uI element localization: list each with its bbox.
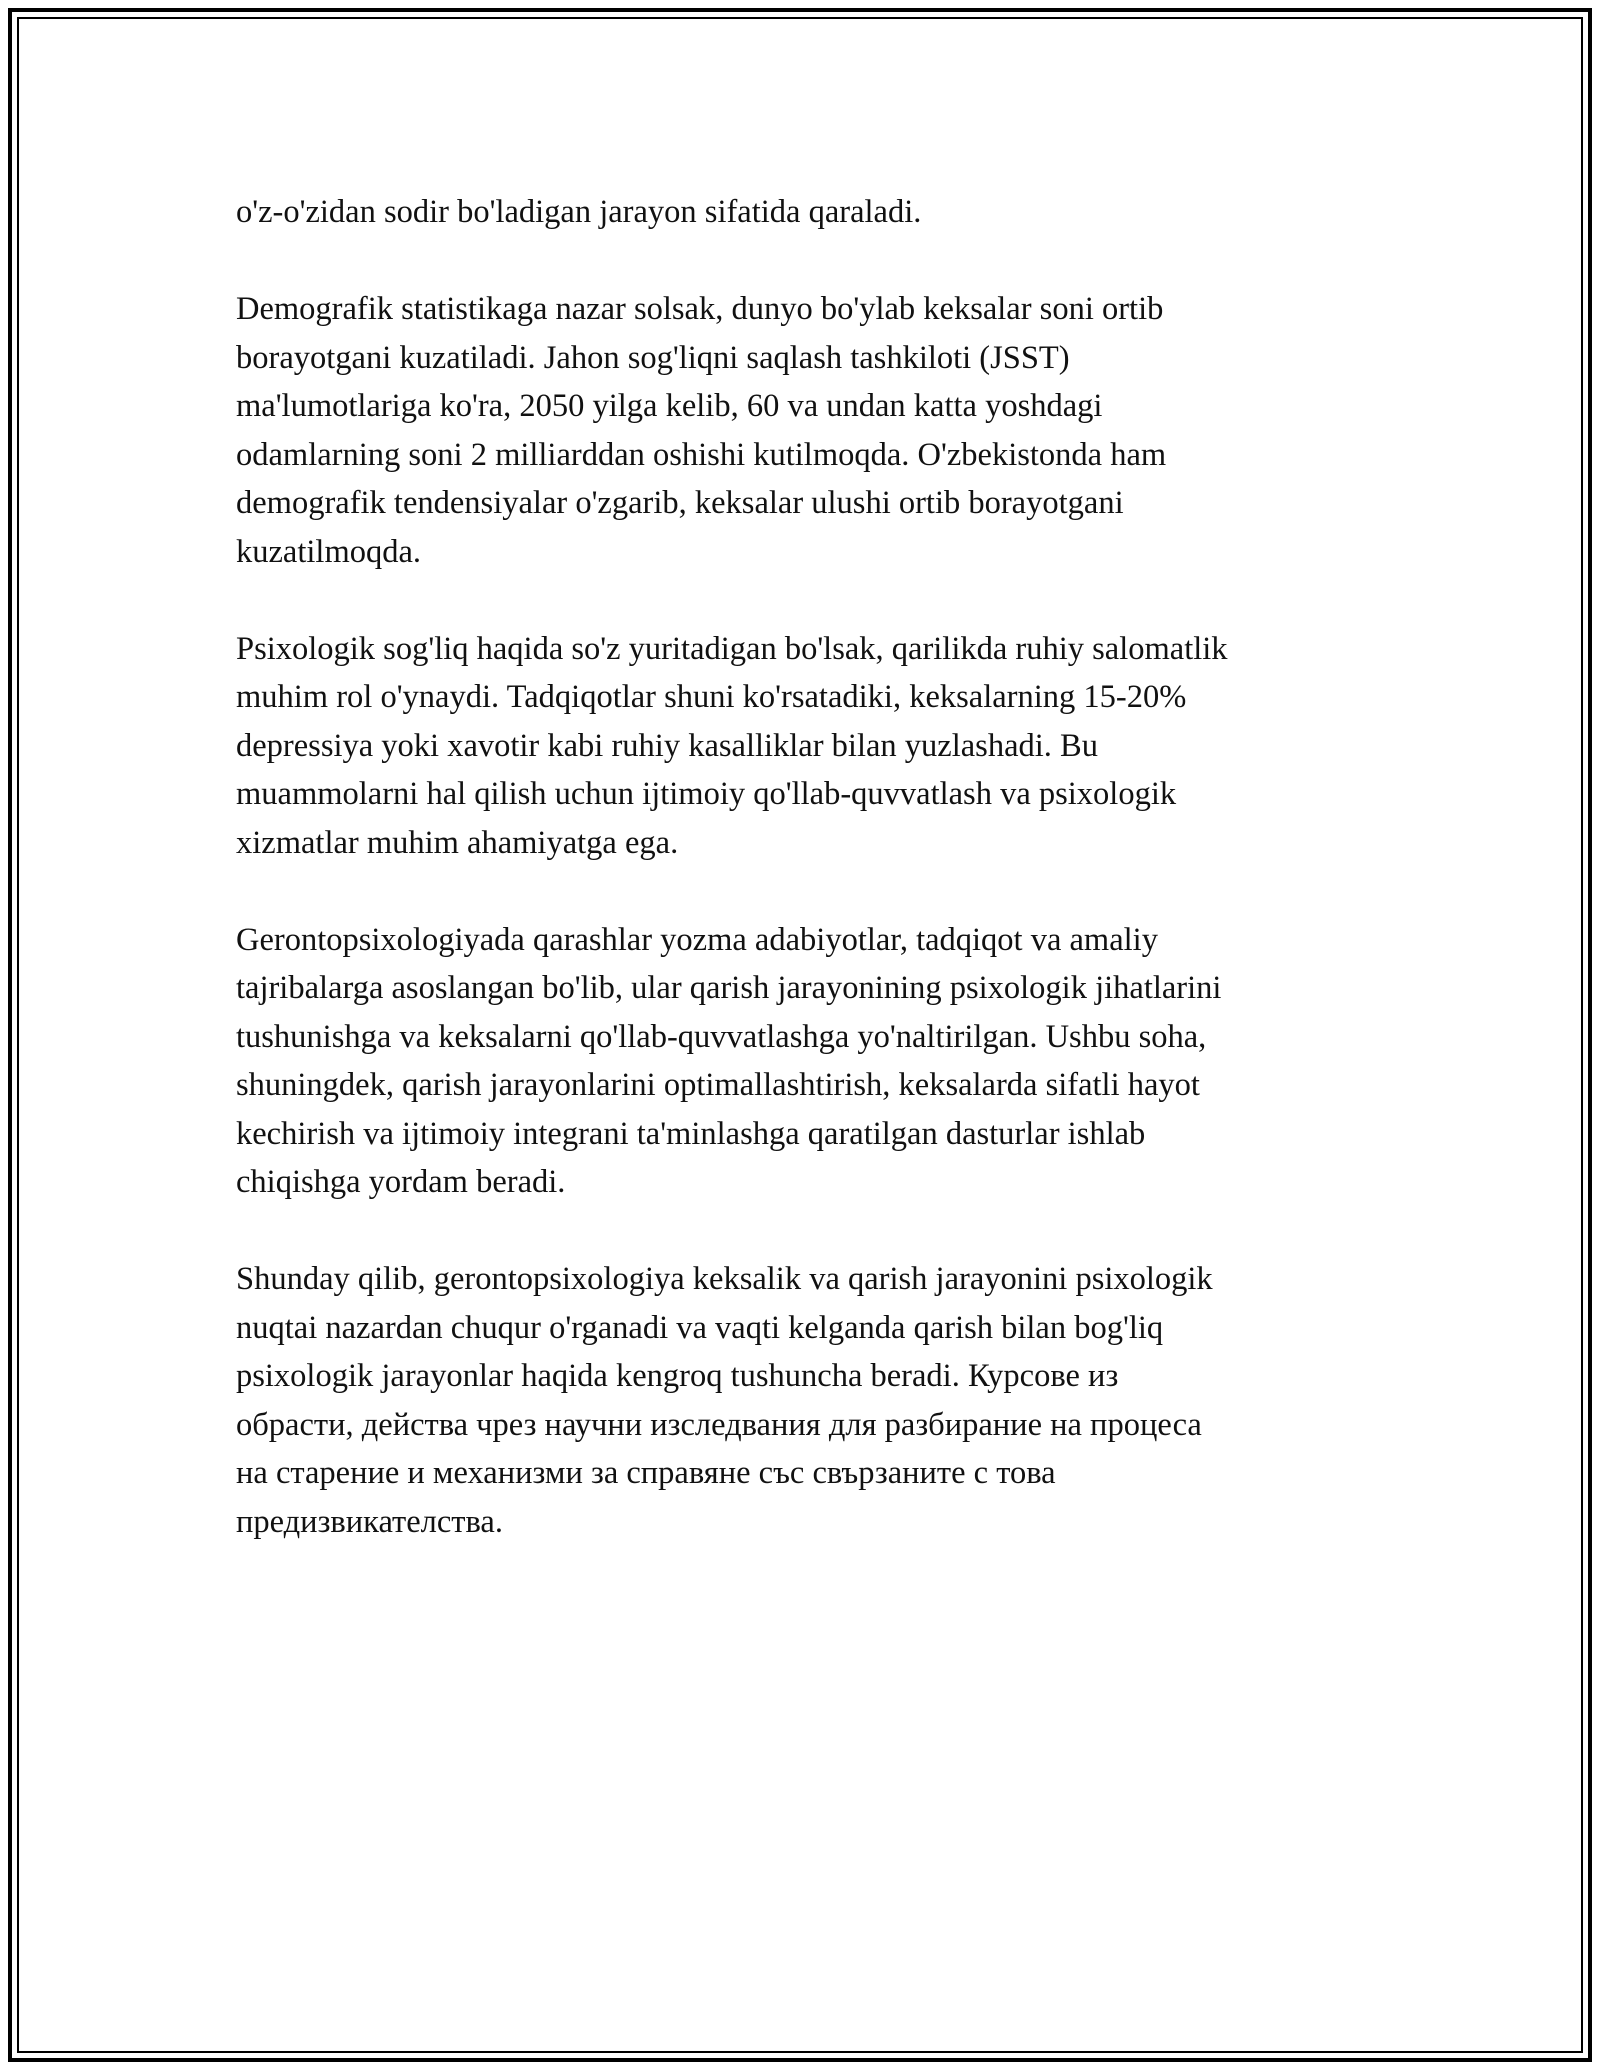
text-line: Psixologik sog'liq haqida so'z yuritadigan bo'lsak, qarilikda ruhiy salomatlik [236, 630, 1228, 667]
text-line: xizmatlar muhim ahamiyatga ega. [236, 824, 679, 861]
text-line: Demografik statistikaga nazar solsak, dunyo bo'ylab keksalar soni ortib [236, 291, 1164, 327]
text-line: odamlarning soni 2 milliarddan oshishi kutilmoqda. O'zbekistonda ham [236, 436, 1167, 473]
paragraph-4 [236, 916, 1376, 1207]
text-line: depressiya yoki xavotir kabi ruhiy kasalliklar bilan yuzlashadi. Bu [236, 727, 1098, 764]
text-line: o'z-o'zidan sodir bo'ladigan jarayon sifatida qaraladi. [236, 194, 922, 230]
document-body [236, 188, 1376, 1595]
text-line: nuqtai nazardan chuqur o'rganadi va vaqti kelganda qarish bilan bog'liq [236, 1309, 1164, 1346]
text-line: предизвикателства. [236, 1503, 503, 1540]
text-line: tajribalarga asoslangan bo'lib, ular qarish jarayonining psixologik jihatlarini [236, 970, 1222, 1006]
paragraph-2 [236, 285, 1376, 576]
text-line: Gerontopsixologiyada qarashlar yozma adabiyotlar, tadqiqot va amaliy [236, 921, 1158, 958]
paragraph-1 [236, 188, 1376, 237]
text-line: на старение и механизми за справяне със свързаните с това [236, 1455, 1056, 1491]
text-line: demografik tendensiyalar o'zgarib, keksalar ulushi ortib borayotgani [236, 485, 1124, 521]
paragraph-3 [236, 625, 1376, 868]
text-line: shuningdek, qarish jarayonlarini optimallashtirish, keksalarda sifatli hayot [236, 1067, 1200, 1103]
text-line: borayotgani kuzatiladi. Jahon sog'liqni saqlash tashkiloti (JSST) [236, 339, 1070, 376]
text-line: tushunishga va keksalarni qo'llab-quvvatlashga yo'naltirilgan. Ushbu soha, [236, 1018, 1207, 1055]
text-line: muammolarni hal qilish uchun ijtimoiy qo'llab-quvvatlash va psixologik [236, 776, 1177, 812]
text-line: psixologik jarayonlar haqida kengroq tushuncha beradi. Курсове из [236, 1358, 1119, 1394]
text-line: Shunday qilib, gerontopsixologiya keksalik va qarish jarayonini psixologik [236, 1261, 1213, 1297]
text-line: kechirish va ijtimoiy integrani ta'minlashga qaratilgan dasturlar ishlab [236, 1115, 1146, 1152]
text-line: kuzatilmoqda. [236, 533, 422, 570]
text-line: обрасти, действа чрез научни изследвания для разбирание на процеса [236, 1406, 1202, 1443]
text-line: ma'lumotlariga ko'ra, 2050 yilga kelib, 60 va undan katta yoshdagi [236, 388, 1103, 424]
text-line: muhim rol o'ynaydi. Tadqiqotlar shuni ko'rsatadiki, keksalarning 15-20% [236, 679, 1187, 715]
text-line: chiqishga yordam beradi. [236, 1164, 566, 1200]
paragraph-5 [236, 1255, 1376, 1546]
